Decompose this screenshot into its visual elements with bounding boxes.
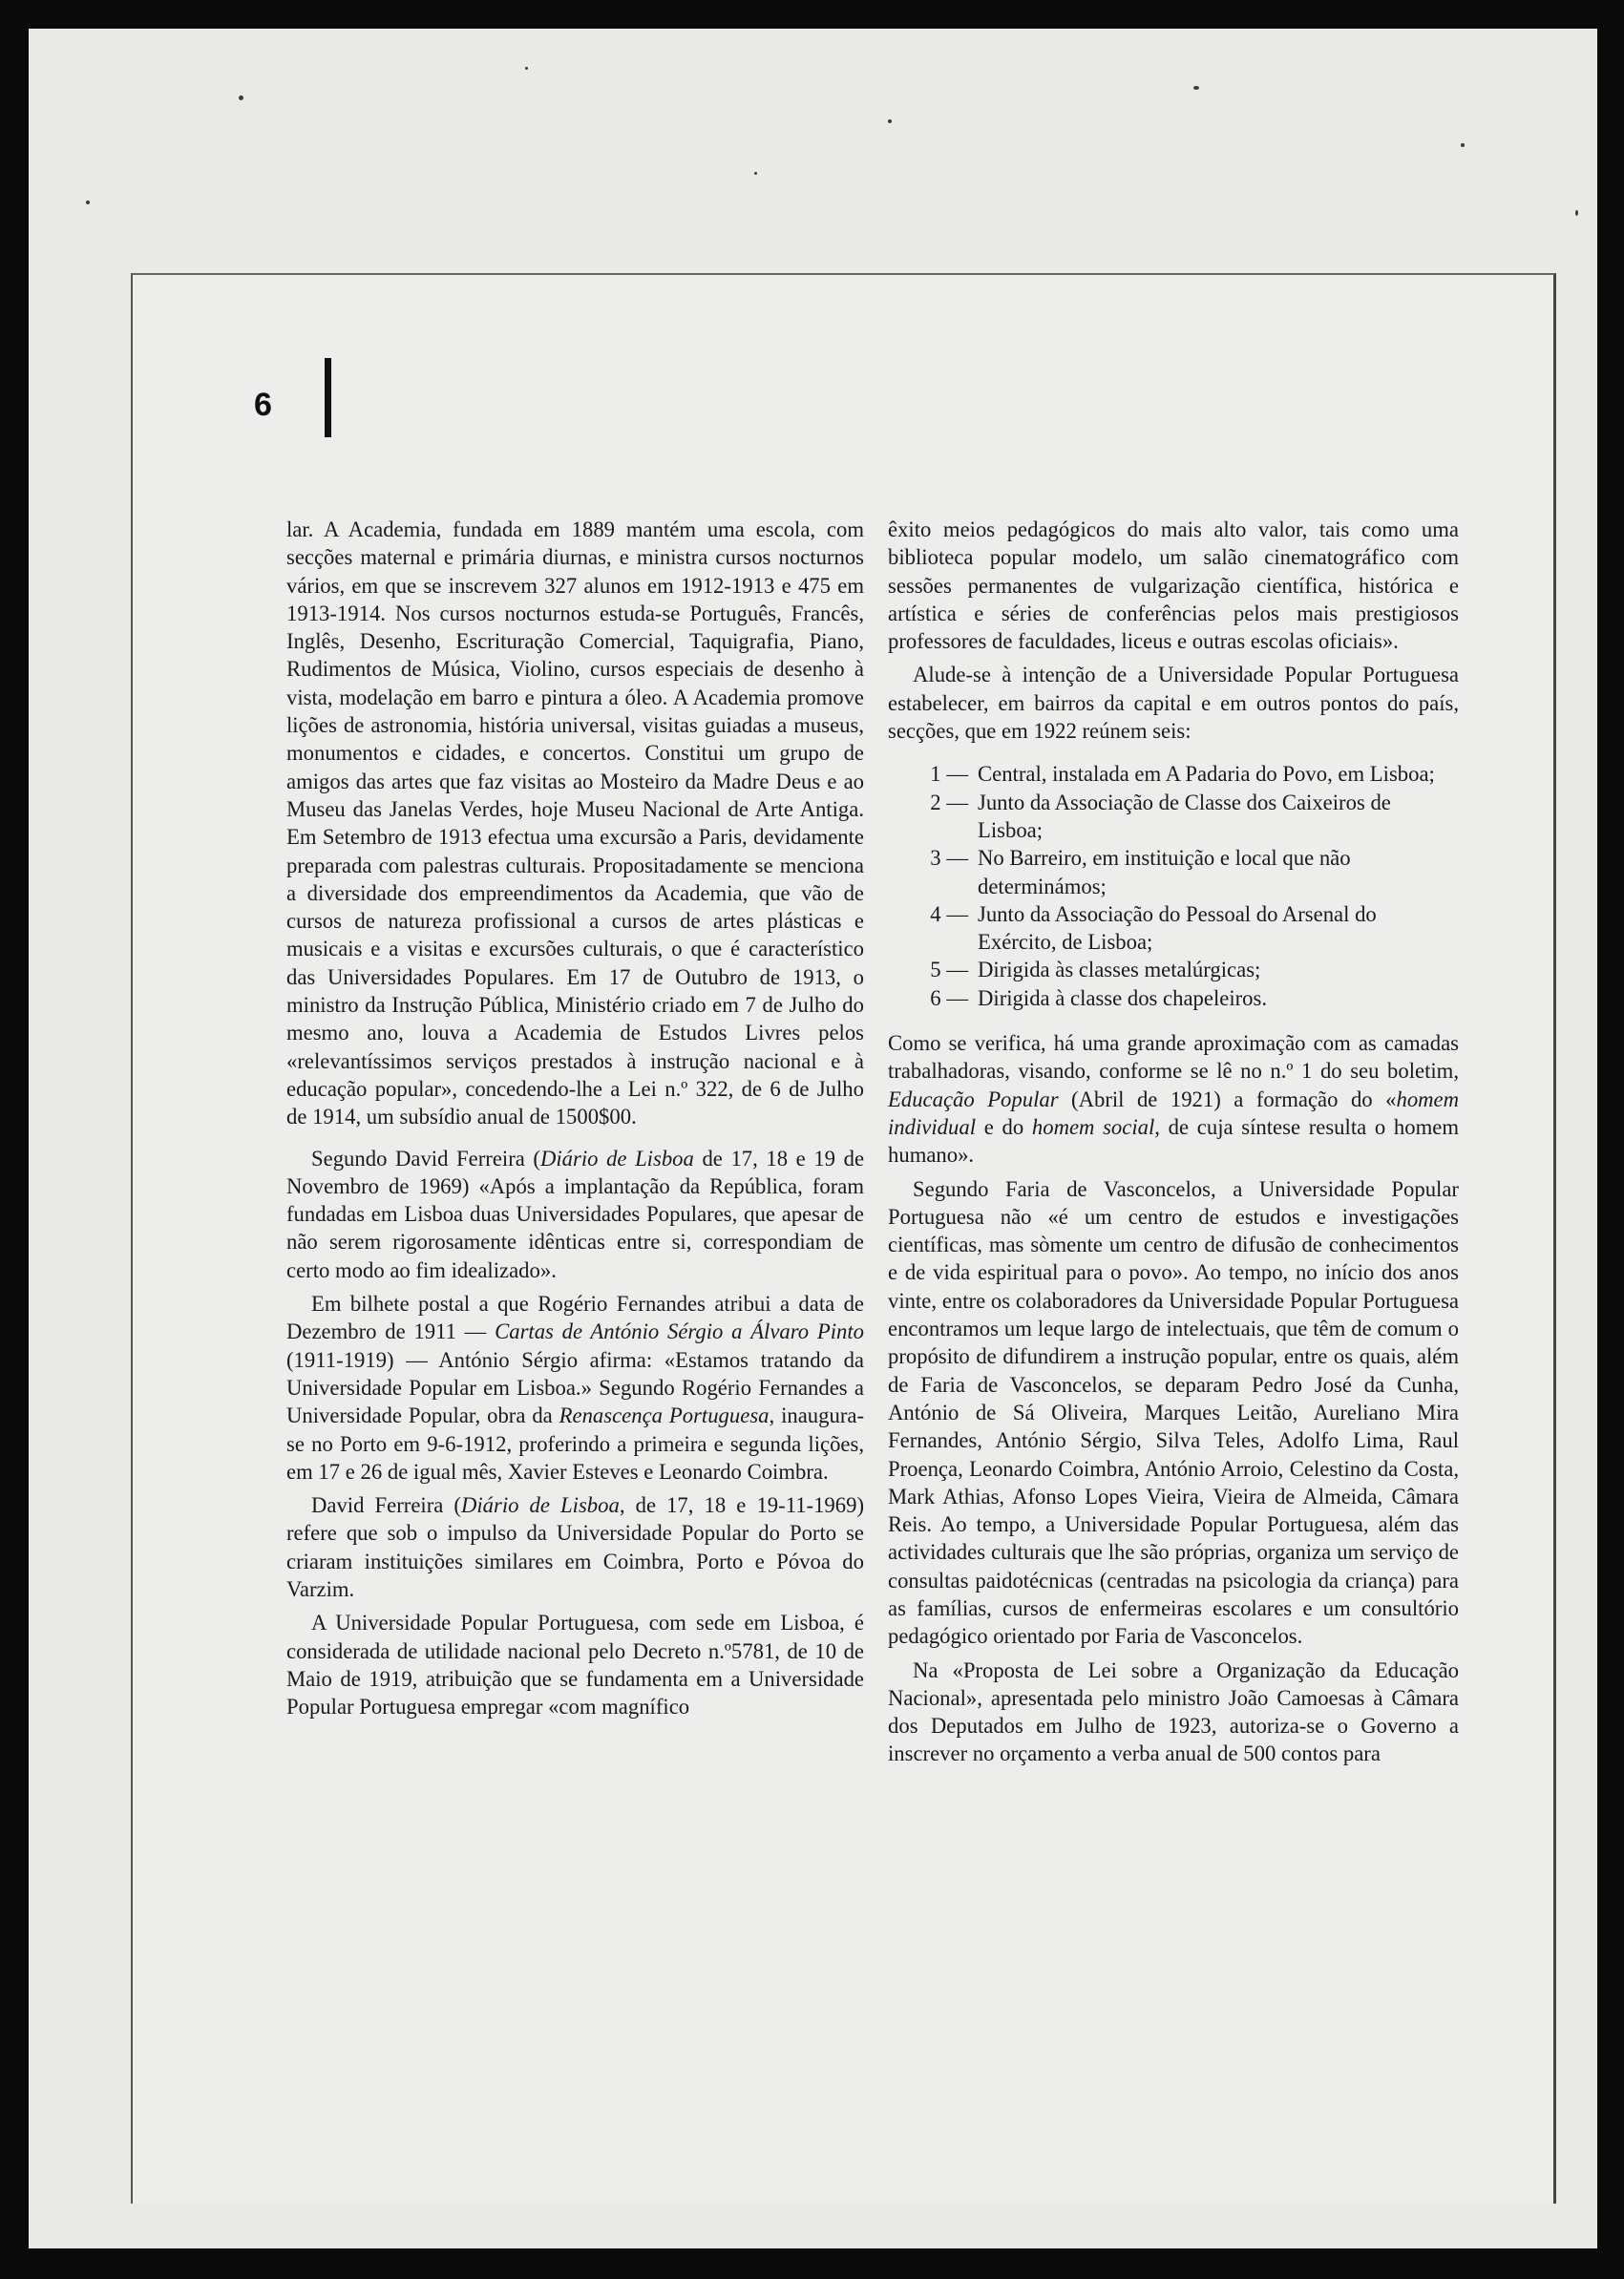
scan-speck — [525, 67, 528, 70]
text-run: e do — [976, 1114, 1032, 1139]
text-run: (1911-1919) — António Sérgio afirma: «Estamos tratando da Universidade Popular em Lisboa.» Segundo Rogério Fernandes a Universidade Popular, obra da — [286, 1347, 864, 1428]
scan-speck — [239, 95, 243, 100]
list-item — [888, 984, 1459, 1012]
text-run: de 17, 18 e 19 de Novembro de 1969) «Após a implantação da República, foram fundadas em Lisboa duas Universidades Populares, que apesar de não serem rigorosamente idênticas entre si, correspondiam de certo modo ao fim idealizado». — [286, 1146, 865, 1282]
right-paragraph-4: Segundo Faria de Vasconcelos, a Universidade Popular Portuguesa não «é um centro de estudos e investigações científicas, mas sòmente um centro de difusão de conhecimentos e de vida espiritual para o povo». Ao tempo, no início dos anos vinte, entre os colaboradores da Universidade Popular Portuguesa encontramos um leque largo de intelectuais, que têm de comum o propósito de difundirem a instrução popular, entre os quais, além de Faria de Vasconcelos, se deparam Pedro José da Cunha, António de Sá Oliveira, Marques Leitão, Aureliano Mira Fernandes, António Sérgio, Silva Teles, Adolfo Lima, Raul Proença, Leonardo Coimbra, António Arroio, Celestino da Costa, Mark Athias, Afonso Lopes Vieira, Vieira de Almeida, Câmara Reis. Ao tempo, a Universidade Popular Portuguesa, além das actividades culturais que lhe são próprias, organiza um serviço de consultas paidotécnicas (centradas na psicologia da criança) para as famílias, cursos de enfermeiras escolares e um consultório pedagógico orientado por Faria de Vasconcelos. — [888, 1176, 1459, 1649]
page-number-rule — [325, 358, 331, 437]
list-item-text: Junto da Associação de Classe dos Caixeiros de Lisboa; — [978, 790, 1391, 842]
list-item-number: 4 — — [930, 901, 968, 926]
list-item — [888, 760, 1459, 788]
scan-speck — [86, 200, 90, 204]
list-item-number: 1 — — [930, 762, 968, 787]
list-item-number: 3 — — [930, 846, 968, 871]
left-paragraph-1: lar. A Academia, fundada em 1889 mantém uma escola, com secções maternal e primária diurnas, e ministra cursos nocturnos vários, em que se inscrevem 327 alunos em 1912-1913 e 475 em 1913-1914. Nos cursos nocturnos estuda-se Português, Francês, Inglês, Desenho, Escrituração Comercial, Taquigrafia, Piano, Rudimentos de Música, Violino, cursos especiais de desenho à vista, modelação em barro e pintura a óleo. A Academia promove lições de astronomia, história universal, visitas guiadas a museus, monumentos e cidades, e concertos. Constitui um grupo de amigos das artes que faz visitas ao Mosteiro da Madre Deus e ao Museu das Janelas Verdes, hoje Museu Nacional de Arte Antiga. Em Setembro de 1913 efectua uma excursão a Paris, devidamente preparada com palestras culturais. Propositadamente se menciona a diversidade dos empreendimentos da Academia, que vão de cursos de natureza profissional a cursos de artes plásticas e musicais e a visitas e excursões culturais, o que é característico das Universidades Populares. Em 17 de Outubro de 1913, o ministro da Instrução Pública, Ministério criado em 7 de Julho do mesmo ano, louva a Academia de Estudos Livres pelos «relevantíssimos serviços prestados à instrução nacional e à educação popular», concedendo-lhe a Lei n.º 322, de 6 de Julho de 1914, um subsídio anual de 1500$00. — [286, 517, 864, 1129]
scan-speck — [1575, 210, 1578, 216]
list-item — [888, 956, 1459, 983]
emphasis: homem individual — [888, 1087, 1459, 1139]
list-item-text: Dirigida às classes metalúrgicas; — [978, 958, 1261, 982]
text-run: , inaugura-se no Porto em 9-6-1912, proferindo a primeira e segunda lições, em 17 e 26 de igual mês, Xavier Esteves e Leonardo Coimbra. — [286, 1403, 865, 1484]
scan-speck — [888, 119, 892, 123]
left-column — [286, 516, 864, 1720]
left-paragraph-5: A Universidade Popular Portuguesa, com sede em Lisboa, é considerada de utilidade nacional pelo Decreto n.º5781, de 10 de Maio de 1919, atribuição que se fundamenta em a Universidade Popular Portuguesa empregar «com magnífico — [286, 1611, 864, 1720]
right-column — [888, 516, 1459, 1768]
list-item — [888, 789, 1459, 845]
scan-speck — [1193, 86, 1199, 90]
right-paragraph-1: êxito meios pedagógicos do mais alto valor, tais como uma biblioteca popular modelo, um salão cinematográfico com sessões permanentes de vulgarização científica, histórica e artística e séries de conferências pelos mais prestigiosos professores de faculdades, liceus e outras escolas oficiais». — [888, 517, 1459, 654]
list-item-text: Junto da Associação do Pessoal do Arsenal do Exército, de Lisboa; — [978, 901, 1377, 955]
scan-speck — [1461, 143, 1465, 147]
text-run: , de cuja síntese resulta o homem humano». — [888, 1114, 1459, 1168]
page-number: 6 — [254, 387, 272, 423]
list-item-number: 5 — — [930, 958, 968, 982]
list-item — [888, 844, 1459, 900]
right-paragraph-5: Na «Proposta de Lei sobre a Organização da Educação Nacional», apresentada pelo ministro João Camoesas à Câmara dos Deputados em Julho de 1923, autoriza-se o Governo a inscrever no orçamento a verba anual de 500 contos para — [888, 1657, 1459, 1766]
list-item-text: No Barreiro, em instituição e local que não determinámos; — [978, 846, 1351, 898]
text-run: Segundo David Ferreira ( — [311, 1146, 540, 1171]
text-run: Como se verifica, há uma grande aproximação com as camadas trabalhadoras, visando, conforme se lê no n.º 1 do seu boletim, — [888, 1031, 1459, 1084]
sections-list — [888, 760, 1459, 1012]
text-run: David Ferreira ( — [311, 1493, 461, 1518]
scan-speck — [754, 172, 757, 175]
right-paragraph-3 — [888, 1029, 1459, 1169]
text-run: Em bilhete postal a que Rogério Fernandes atribui a data de Dezembro de 1911 — — [286, 1292, 864, 1344]
left-paragraph-3 — [286, 1290, 864, 1486]
list-item-text: Central, instalada em A Padaria do Povo, em Lisboa; — [978, 762, 1435, 787]
list-item-number: 2 — — [930, 790, 968, 814]
list-item-number: 6 — — [930, 985, 968, 1010]
text-run: (Abril de 1921) a formação do « — [1058, 1087, 1397, 1111]
left-paragraph-4 — [286, 1491, 864, 1603]
source-title: Diário de Lisboa — [460, 1493, 620, 1518]
list-item-text: Dirigida à classe dos chapeleiros. — [978, 985, 1268, 1010]
source-title: Cartas de António Sérgio a Álvaro Pinto — [495, 1319, 864, 1344]
emphasis: homem social — [1031, 1114, 1155, 1139]
list-item — [888, 900, 1459, 957]
source-title: Educação Popular — [888, 1087, 1059, 1111]
text-run: , de 17, 18 e 19-11-1969) refere que sob o impulso da Universidade Popular do Porto se criaram instituições similares em Coimbra, Porto e Póvoa do Varzim. — [286, 1493, 865, 1601]
source-title: Diário de Lisboa — [539, 1146, 694, 1171]
left-paragraph-2 — [286, 1145, 864, 1284]
source-title: Renascença Portuguesa — [559, 1403, 770, 1428]
right-paragraph-2: Alude-se à intenção de a Universidade Popular Portuguesa estabelecer, em bairros da capital e em outros pontos do país, secções, que em 1922 reúnem seis: — [888, 663, 1459, 744]
